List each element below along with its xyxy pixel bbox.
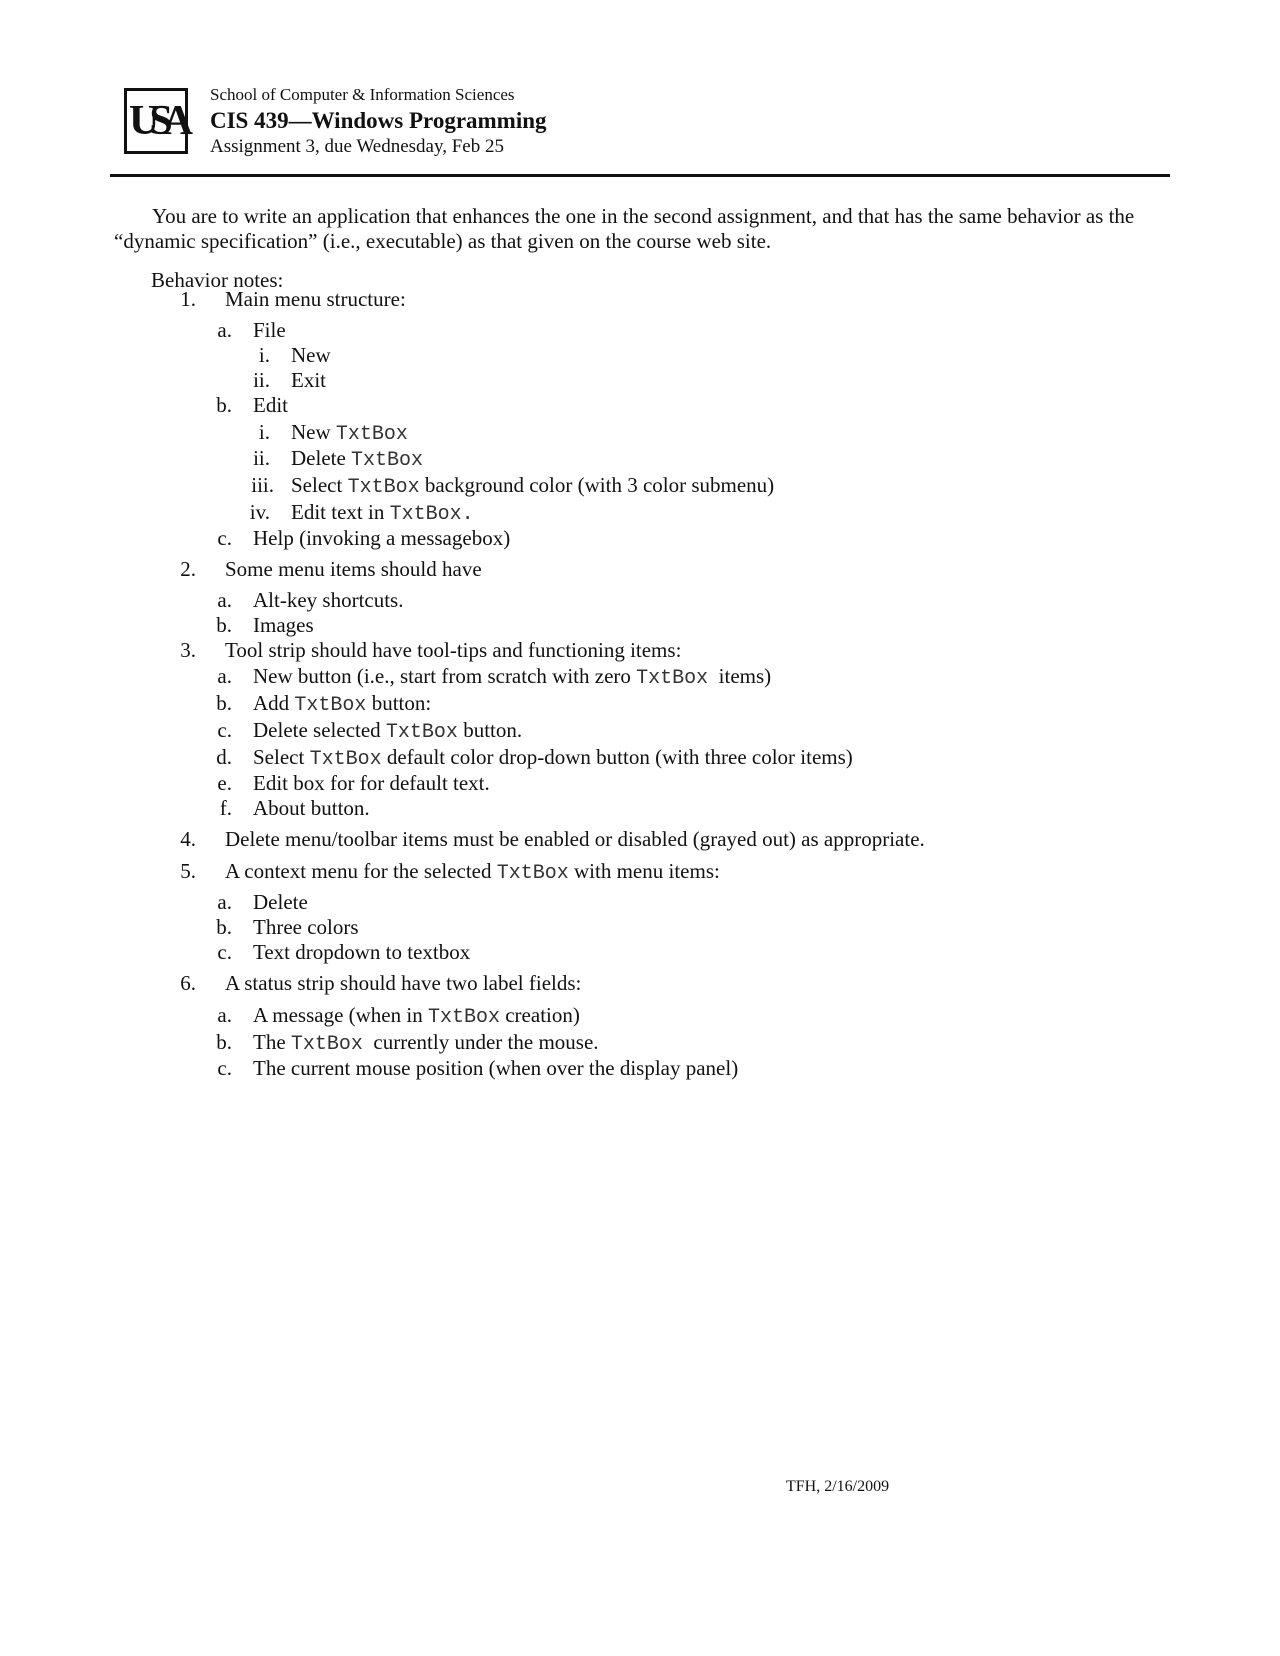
intro-paragraph: You are to write an application that enhances the one in the second assignment, and that has the same behavior as the “dynamic specification” (i.e., executable) as that given on the course web site. [114,204,1135,253]
school-name: School of Computer & Information Sciences [210,85,515,104]
document-header [110,84,1170,176]
university-logo: USA [124,88,188,154]
assignment-due: Assignment 3, due Wednesday, Feb 25 [210,136,504,157]
behavior-notes-label: Behavior notes: [151,268,284,292]
header-rule [110,174,1170,177]
course-title: CIS 439—Windows Programming [210,108,547,133]
footer-signature: TFH, 2/16/2009 [786,1478,890,1495]
